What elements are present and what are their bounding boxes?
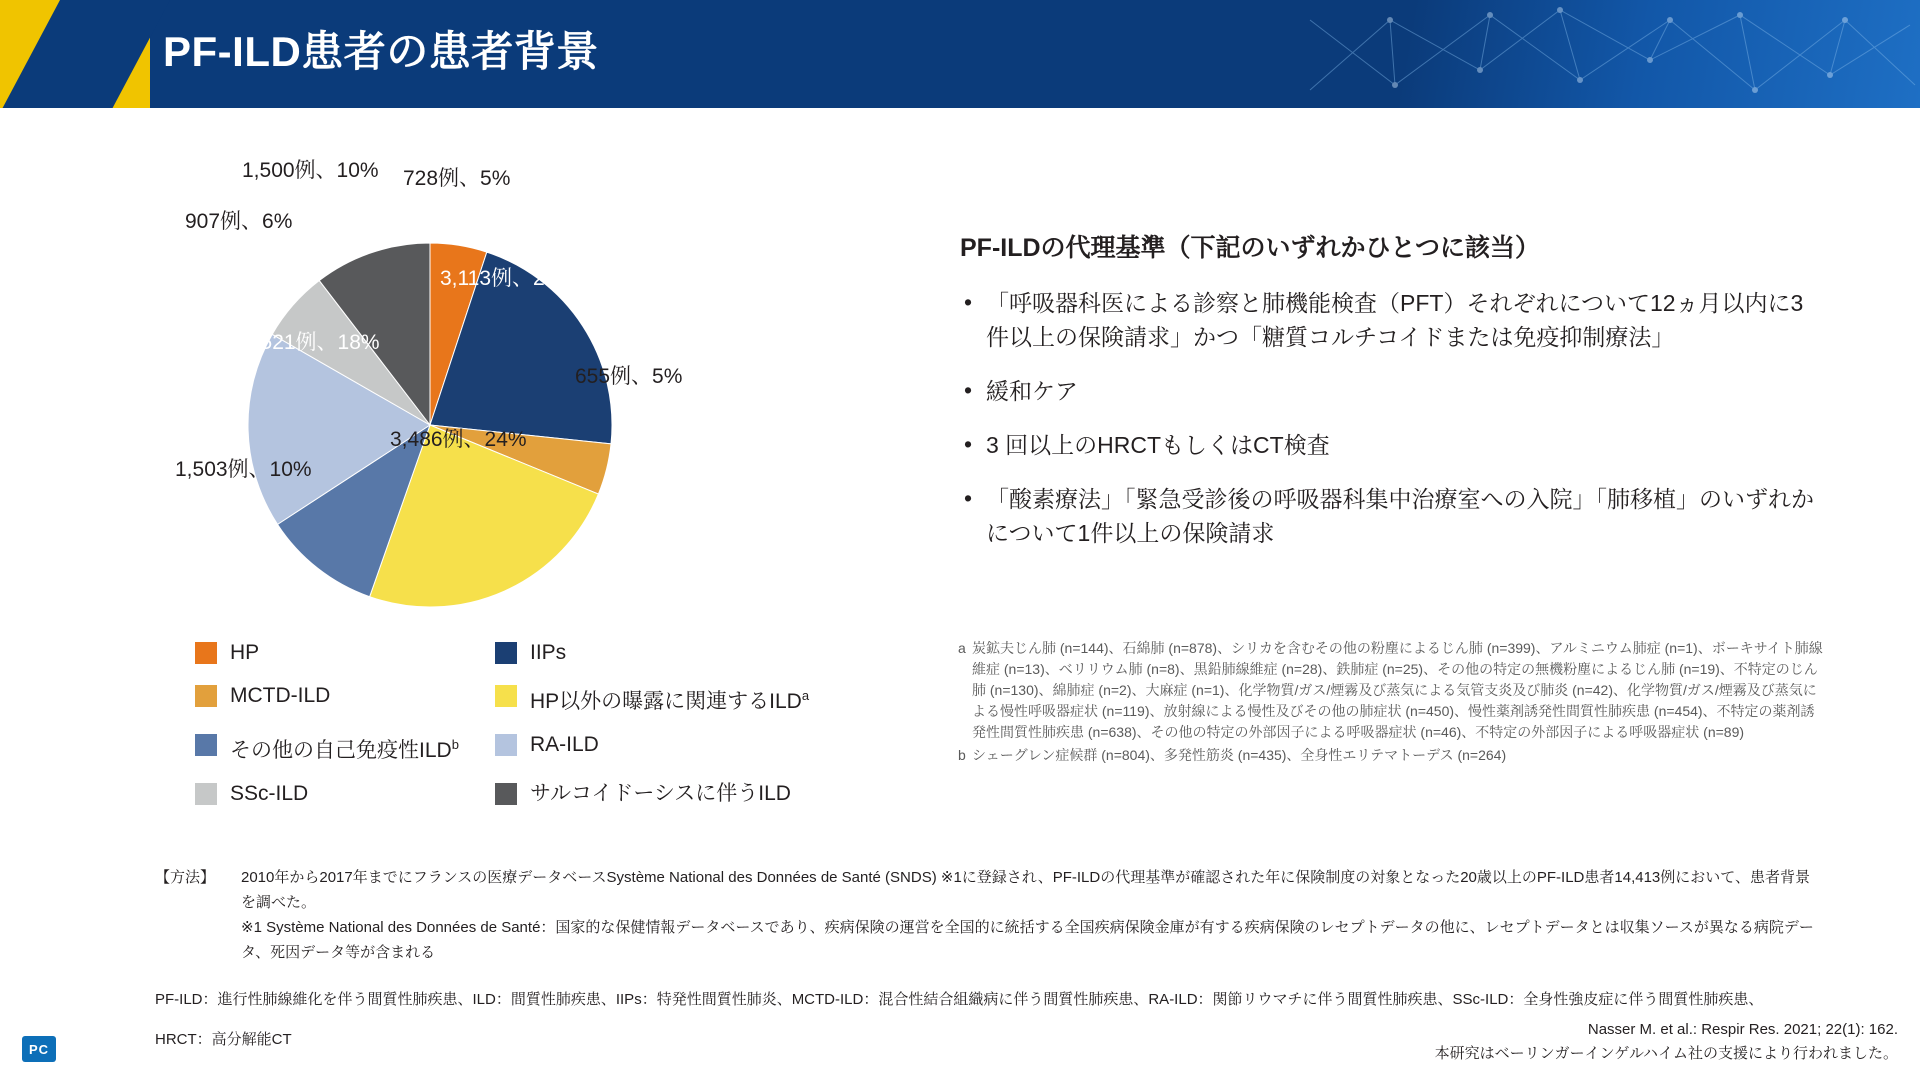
legend-label: MCTD-ILD: [230, 684, 331, 707]
criteria-item: • 3 回以上のHRCTもしくはCT検査: [960, 428, 1820, 462]
legend-swatch-icon: [195, 685, 217, 707]
footnote-text: 炭鉱夫じん肺 (n=144)、石綿肺 (n=878)、シリカを含むその他の粉塵によるじん肺 (n=399)、アルミニウム肺症 (n=1)、ボーキサイト肺線維症 (n=13)、ベリリウム肺 (n=8)、黒鉛肺線維症 (n=28)、鉄肺症 (n=25)、その他の特定の無機粉塵によるじん肺 (n=19)、不特定のじん肺 (n=130)、綿肺症 (n=2)、大麻症 (n=1)、化学物質/ガス/煙霧及び蒸気による気管支炎及び肺炎 (n=42)、化学物質/ガス/煙霧及び蒸気による慢性呼吸器症状 (n=119)、放射線による慢性及びその他の肺症状 (n=450)、慢性薬剤誘発性間質性肺疾患 (n=454)、不特定の薬剤誘発性間質性肺疾患 (n=638)、その他の特定の外部因子による呼吸器症状 (n=46)、不特定の外部因子による呼吸器症状 (n=89): [972, 640, 1823, 740]
legend-label: その他の自己免疫性ILD: [230, 739, 452, 762]
pie-label-mctd-ild: 655例、5%: [575, 365, 683, 388]
abbreviation-line-1: PF-ILD：進行性肺線維化を伴う間質性肺疾患、ILD：間質性肺疾患、IIPs：特発性間質性肺炎、MCTD-ILD：混合性結合組織病に伴う間質性肺疾患、RA-ILD：関節リウマチに伴う間質性肺疾患、SSc-ILD：全身性強皮症に伴う間質性肺疾患、: [155, 991, 1764, 1008]
brand-logo: PC: [22, 1036, 56, 1062]
method-notes: [155, 865, 1815, 965]
legend-row: [195, 781, 895, 806]
pie-label-ssc-ild: 907例、6%: [185, 210, 293, 233]
legend-label: サルコイドーシスに伴うILD: [530, 782, 791, 805]
legend-item-mctd-ild: [195, 683, 495, 714]
legend-row: [195, 732, 895, 763]
criteria-item: • 緩和ケア: [960, 374, 1820, 408]
criteria-item: • 「呼吸器科医による診察と肺機能検査（PFT）それぞれについて12ヵ月以内に3件以上の保険請求」かつ「糖質コルチコイドまたは免疫抑制療法」: [960, 286, 1820, 354]
pie-label-iips: 3,113例、22%: [440, 267, 576, 290]
footnote-b: [958, 745, 1828, 766]
legend-swatch-icon: [495, 783, 517, 805]
footnote-text: シェーグレン症候群 (n=804)、多発性筋炎 (n=435)、全身性エリテマトーデス (n=264): [972, 747, 1507, 763]
method-label: 【方法】: [155, 869, 216, 886]
legend-swatch-icon: [495, 734, 517, 756]
legend-swatch-icon: [195, 734, 217, 756]
criteria-title: PF-ILDの代理基準（下記のいずれかひとつに該当）: [960, 234, 1541, 262]
footnote-mark: a: [958, 640, 966, 656]
legend-item-ssc-ild: [195, 781, 495, 806]
legend-row: [195, 640, 895, 665]
legend-swatch-icon: [495, 642, 517, 664]
criteria-list: [960, 286, 1820, 550]
legend-item-iips: [495, 640, 795, 665]
legend-label: HP: [230, 641, 260, 664]
legend-row: [195, 683, 895, 714]
method-text-line-2: ※1 Système National des Données de Santé：国家的な保健情報データベースであり、疾病保険の運営を全国的に統括する全国疾病保険金庫が有する疾病保険のレセプトデータの他に、レセプトデータとは収集ソースが異なる病院データ、死因データ等が含まれる: [241, 919, 1814, 961]
header-network-graphic: [1300, 0, 1920, 108]
criteria-panel: [960, 228, 1820, 570]
abbreviation-line-2: HRCT：高分解能CT: [155, 1031, 292, 1048]
pie-label-exposure-ild: 3,486例、24%: [390, 428, 527, 451]
footnotes-ab: [958, 638, 1828, 768]
legend-label: HP以外の曝露に関連するILD: [530, 690, 802, 713]
method-text-line-1: 2010年から2017年までにフランスの医療データベースSystème National des Données de Santé (SNDS) ※1に登録され、PF-ILDの代理基準が確認された年に保険制度の対象となった20歳以上のPF-ILD患者14,413例において、患者背景を調べた。: [241, 869, 1810, 911]
legend-label: IIPs: [530, 641, 567, 664]
footnote-a: [958, 638, 1828, 743]
pie-label-other-autoimmune-ild: 1,503例、10%: [175, 458, 312, 481]
footnote-mark: b: [958, 747, 966, 763]
legend-item-sarcoidosis-ild: [495, 781, 795, 806]
pie-label-sarcoidosis-ild: 1,500例、10%: [242, 159, 379, 182]
legend-swatch-icon: [195, 783, 217, 805]
legend-swatch-icon: [195, 642, 217, 664]
criteria-item: • 「酸素療法」「緊急受診後の呼吸器科集中治療室への入院」「肺移植」のいずれかについて1件以上の保険請求: [960, 482, 1820, 550]
source-citation: [1435, 1018, 1898, 1066]
pie-label-ra-ild: 2,521例、18%: [243, 331, 380, 354]
legend-swatch-icon: [495, 685, 517, 707]
chart-legend: [195, 640, 895, 824]
page-title: PF-ILD患者の患者背景: [163, 28, 599, 75]
legend-footnote-mark: b: [451, 737, 459, 752]
source-line-1: Nasser M. et al.: Respir Res. 2021; 22(1): 162.: [1587, 1021, 1898, 1038]
legend-item-exposure-ild: [495, 683, 810, 714]
pie-label-hp: 728例、5%: [403, 167, 511, 190]
legend-label: SSc-ILD: [230, 782, 309, 805]
legend-item-other-autoimmune-ild: [195, 732, 495, 763]
legend-item-hp: [195, 640, 495, 665]
legend-footnote-mark: a: [801, 688, 810, 703]
source-line-2: 本研究はベーリンガーインゲルハイム社の支援により行われました。: [1434, 1045, 1898, 1062]
legend-label: RA-ILD: [530, 733, 599, 756]
page-header: [0, 0, 1920, 108]
pie-chart: [150, 159, 870, 610]
legend-item-ra-ild: [495, 732, 795, 763]
